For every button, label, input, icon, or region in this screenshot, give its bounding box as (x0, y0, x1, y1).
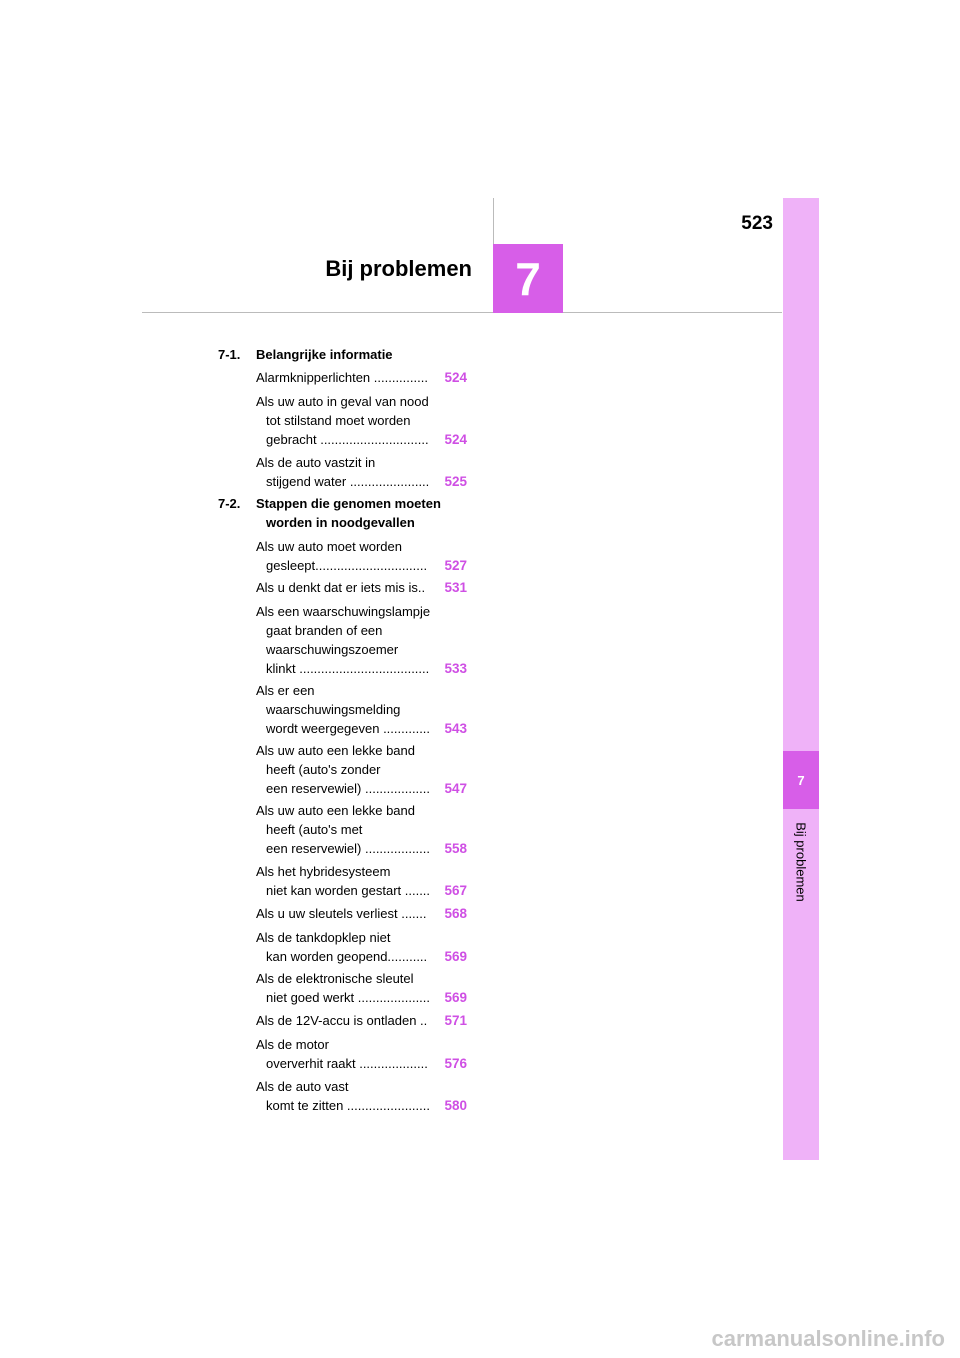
toc-entry[interactable] (256, 368, 467, 387)
toc-entry[interactable] (256, 602, 467, 678)
page-reference-link[interactable]: 524 (444, 432, 467, 447)
toc-entry-text: klinkt .................................... (266, 661, 430, 676)
toc-entry[interactable] (256, 537, 467, 575)
page-reference-link[interactable]: 576 (444, 1056, 467, 1071)
toc-entry-text: niet goed werkt .................... (266, 990, 431, 1005)
toc-entry-text: Als de elektronische sleutel (256, 971, 414, 986)
section-number: 7-2. (218, 496, 241, 511)
toc-entry[interactable] (256, 392, 467, 449)
toc-entry-text: tot stilstand moet worden (266, 413, 411, 428)
header-divider-vertical (493, 198, 494, 245)
page-reference-link[interactable]: 568 (444, 906, 467, 921)
side-chapter-tab (783, 198, 819, 1160)
toc-entry[interactable] (256, 578, 467, 597)
toc-entry-text: een reservewiel) .................. (266, 781, 430, 796)
toc-entry[interactable] (256, 453, 467, 491)
chapter-number-box: 7 (493, 244, 563, 313)
toc-entry-row (256, 779, 467, 798)
toc-entry-text: Als de tankdopklep niet (256, 930, 391, 945)
toc-entry-text: Als de auto vastzit in (256, 455, 376, 470)
toc-entry[interactable] (256, 862, 467, 900)
page-reference-link[interactable]: 547 (444, 781, 467, 796)
toc-entry-text: Als u uw sleutels verliest ....... (256, 906, 427, 921)
toc-entry[interactable] (256, 741, 467, 798)
section-number: 7-1. (218, 347, 241, 362)
toc-entry-text: Als de auto vast (256, 1079, 349, 1094)
toc-entry-text: komt te zitten ....................... (266, 1098, 430, 1113)
toc-entry-text: waarschuwingszoemer (266, 642, 399, 657)
toc-entry-text: Als de 12V-accu is ontladen .. (256, 1013, 428, 1028)
toc-entry-text: Als een waarschuwingslampje (256, 604, 431, 619)
page-reference-link[interactable]: 527 (444, 558, 467, 573)
section-title: Belangrijke informatie (256, 347, 393, 362)
toc-entry-text: Als de motor (256, 1037, 329, 1052)
toc-entry-text: gebracht .............................. (266, 432, 429, 447)
toc-entry-text: kan worden geopend........... (266, 949, 428, 964)
toc-entry-text: Als uw auto een lekke band (256, 803, 415, 818)
toc-entry-row (256, 472, 467, 491)
page-reference-link[interactable]: 558 (444, 841, 467, 856)
toc-entry-row (256, 904, 467, 923)
toc-entry[interactable] (256, 904, 467, 923)
section-title: Stappen die genomen moeten worden in noodgevallen (256, 496, 441, 530)
page-reference-link[interactable]: 569 (444, 949, 467, 964)
toc-entry-row (256, 556, 467, 575)
toc-entry-row (256, 430, 467, 449)
toc-entry-row (256, 839, 467, 858)
toc-entry-row (256, 947, 467, 966)
page-number: 523 (741, 213, 773, 234)
toc-entry[interactable] (256, 681, 467, 738)
toc-entry[interactable] (256, 1011, 467, 1030)
toc-entry-text: Als uw auto in geval van nood (256, 394, 429, 409)
toc-entry-row (256, 1011, 467, 1030)
page-reference-link[interactable]: 580 (444, 1098, 467, 1113)
toc-entry-text: niet kan worden gestart ....... (266, 883, 431, 898)
toc-entry-text: Als er een (256, 683, 315, 698)
toc-entry-text: stijgend water ...................... (266, 474, 430, 489)
header-divider (142, 312, 782, 313)
toc-entry-text: gaat branden of een (266, 623, 383, 638)
toc-entry-text: Alarmknipperlichten ............... (256, 370, 428, 385)
toc-entry[interactable] (256, 1035, 467, 1073)
toc-entry-text: heeft (auto's zonder (266, 762, 381, 777)
toc-entry-text: wordt weergegeven ............. (266, 721, 431, 736)
toc-entry-row (256, 881, 467, 900)
chapter-title: Bij problemen (325, 256, 472, 281)
toc-entry-row (256, 368, 467, 387)
toc-entry-text: gesleept............................... (266, 558, 428, 573)
toc-entry-row (256, 1054, 467, 1073)
toc-entry-row (256, 659, 467, 678)
toc-entry-text: Als uw auto moet worden (256, 539, 402, 554)
toc-entry-text: heeft (auto's met (266, 822, 363, 837)
page-reference-link[interactable]: 569 (444, 990, 467, 1005)
page-reference-link[interactable]: 533 (444, 661, 467, 676)
toc-entry-text: Als u denkt dat er iets mis is.. (256, 580, 426, 595)
page-reference-link[interactable]: 531 (444, 580, 467, 595)
page-reference-link[interactable]: 571 (444, 1013, 467, 1028)
toc-entry-text: Als het hybridesysteem (256, 864, 391, 879)
toc-entry[interactable] (256, 1077, 467, 1115)
watermark: carmanualsonline.info (711, 1326, 945, 1351)
toc-entry[interactable] (256, 969, 467, 1007)
toc-entry-text: waarschuwingsmelding (266, 702, 401, 717)
page-reference-link[interactable]: 525 (444, 474, 467, 489)
toc-entry[interactable] (256, 801, 467, 858)
toc-entry-row (256, 578, 467, 597)
side-chapter-label: Bij problemen (793, 822, 809, 902)
toc-entry-text: een reservewiel) .................. (266, 841, 430, 856)
toc-entry[interactable] (256, 928, 467, 966)
side-chapter-number: 7 (783, 751, 819, 809)
toc-entry-row (256, 1096, 467, 1115)
toc-entry-row (256, 988, 467, 1007)
toc-entry-text: Als uw auto een lekke band (256, 743, 415, 758)
toc-entry-text: oververhit raakt ................... (266, 1056, 428, 1071)
page-reference-link[interactable]: 567 (444, 883, 467, 898)
page-reference-link[interactable]: 524 (444, 370, 467, 385)
toc-entry-row (256, 719, 467, 738)
page-reference-link[interactable]: 543 (444, 721, 467, 736)
